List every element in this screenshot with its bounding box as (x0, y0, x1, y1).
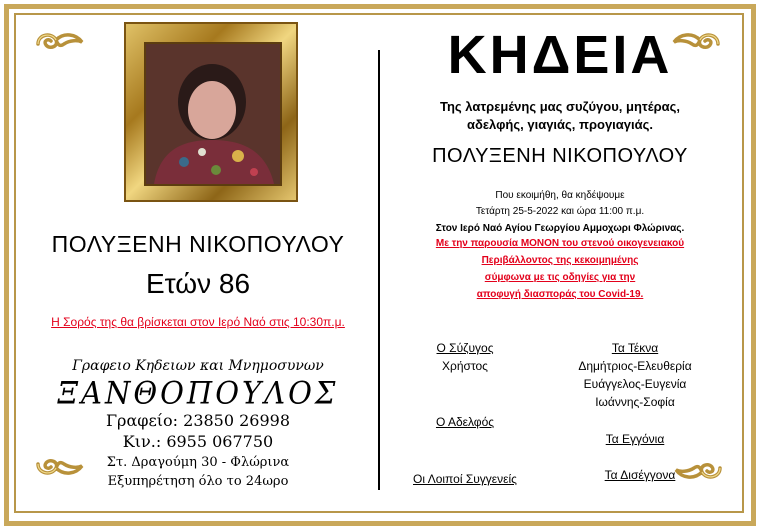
funeral-office-brand: ΞΑΝΘΟΠΟΥΛΟΣ (57, 375, 339, 411)
intro-line-2: αδελφής, γιαγιάς, προγιαγιάς. (467, 117, 653, 132)
notice-line-3: σύμφωνα με τις οδηγίες για την (484, 272, 636, 283)
office-service-hours: Εξυπηρέτηση όλο το 24ωρο (107, 474, 289, 489)
notice-line-4: αποφυγή διασποράς του Covid-19. (476, 289, 644, 300)
funeral-line-1: Που εκοιμήθη, θα κηδέψουμε (495, 190, 625, 201)
column-divider (378, 50, 380, 490)
portrait-frame (124, 22, 298, 202)
funeral-office-heading: Γραφειο Κηδειων και Μνημοσυνων (72, 358, 324, 374)
children-name-1: Δημήτριος-Ελευθερία (578, 359, 692, 373)
great-grandchildren-label: Τα Δισέγγονα (604, 468, 676, 482)
office-phone: Γραφείο: 23850 26998 (105, 411, 291, 430)
spouse-name: Χρήστος (442, 359, 488, 373)
coffin-notice: Η Σορός της θα βρίσκεται στον Ιερό Ναό στις 10:30π.μ. (51, 315, 345, 329)
deceased-name-right: ΠΟΛΥΞΕΝΗ ΝΙΚΟΠΟΥΛΟΥ (432, 145, 688, 167)
children-name-2: Ευάγγελος-Ευγενία (583, 377, 687, 391)
funeral-title: ΚΗΔΕΙΑ (447, 25, 673, 85)
children-name-3: Ιωάννης-Σοφία (595, 395, 675, 409)
portrait-photo (144, 42, 282, 186)
relatives-label: Οι Λοιποί Συγγενείς (413, 472, 517, 486)
funeral-line-2: Τετάρτη 25-5-2022 και ώρα 11:00 π.μ. (475, 206, 645, 217)
portrait-person-icon (146, 44, 280, 184)
spouse-label: Ο Σύζυγος (436, 341, 494, 355)
church-location: Στον Ιερό Ναό Αγίου Γεωργίου Αμμοχωρι Φλώρινας. (435, 223, 685, 234)
deceased-name-left: ΠΟΛΥΞΕΝΗ ΝΙΚΟΠΟΥΛΟΥ (51, 231, 345, 257)
deceased-age: Ετών 86 (145, 268, 251, 299)
office-address: Στ. Δραγούμη 30 - Φλώρινα (106, 455, 290, 470)
notice-line-2: Περιβάλλοντος της κεκοιμημένης (481, 255, 639, 266)
children-label: Τα Τέκνα (611, 341, 659, 355)
grandchildren-label: Τα Εγγόνια (605, 432, 665, 446)
notice-line-1: Με την παρουσία ΜΟΝΟΝ του στενού οικογενειακού (435, 238, 685, 249)
ornament-top-left-icon (34, 30, 86, 52)
brother-label: Ο Αδελφός (435, 415, 495, 429)
mobile-phone: Κιν.: 6955 067750 (122, 432, 274, 451)
intro-line-1: Της λατρεμένης μας συζύγου, μητέρας, (440, 99, 680, 114)
